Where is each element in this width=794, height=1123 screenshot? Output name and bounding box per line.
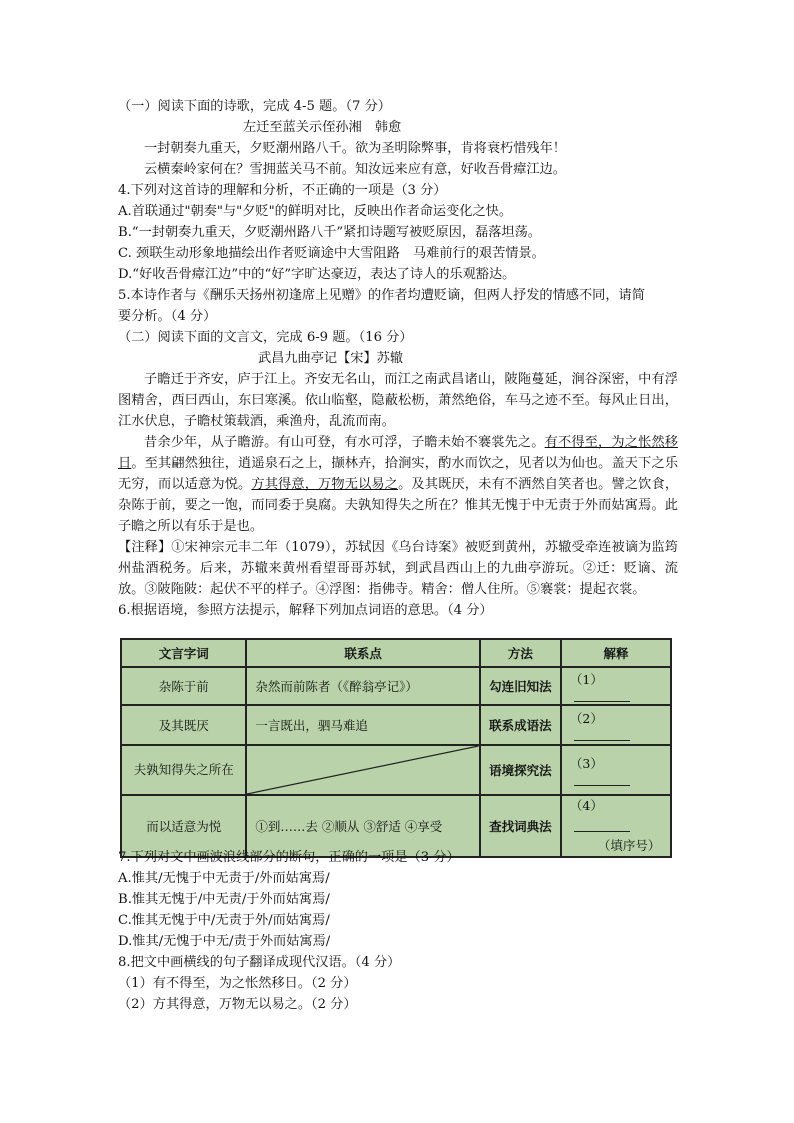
- row4-link: ①到……去 ②顺从 ③舒适 ④享受: [246, 795, 479, 857]
- row1-link: 杂然而前陈者（《醉翁亭记》）: [246, 667, 479, 705]
- answer-blank-3[interactable]: [574, 773, 630, 786]
- question-7: 7.下列对文中画波浪线部分的断句，正确的一项是（3 分）: [118, 850, 460, 865]
- poem-line-2: 云横秦岭家何在？雪拥蓝关马不前。知汝远来应有意，好收吾骨瘴江边。: [144, 162, 566, 177]
- answer-table: [120, 638, 672, 858]
- header-answer: 解释: [561, 639, 671, 667]
- table-row: [121, 667, 671, 705]
- q4-option-c: C. 颈联生动形象地描绘出作者贬谪途中大雪阻路 马难前行的艰苦情景。: [118, 246, 545, 261]
- row3-method: 语境探究法: [480, 745, 561, 795]
- table-header-row: [121, 639, 671, 667]
- q4-option-b: B.“一封朝奏九重天，夕贬潮州路八千”紧扣诗题写被贬原因，磊落坦荡。: [118, 225, 541, 240]
- question-4: 4.下列对这首诗的理解和分析，不正确的一项是（3 分）: [118, 183, 447, 198]
- row2-word: 及其既厌: [121, 705, 246, 745]
- q7-option-b: B.惟其无愧于/中无责/于外而姑寓焉/: [118, 892, 330, 907]
- poem-title: 左迁至蓝关示侄孙湘 韩愈: [243, 120, 402, 135]
- annotation-note: 【注释】①宋神宗元丰二年（1079），苏轼因《乌台诗案》被贬到黄州，苏辙受牵连被谪为监筠州盐酒税务。后来，苏辙来黄州看望哥哥苏轼，到武昌西山上的九曲亭游玩。②迁：贬谪、流放。③陂陁陂：起伏不平的样子。④浮图：指佛寺。精舍：僧人住所。⑤褰裳：提起衣裳。: [118, 540, 678, 597]
- row3-answer-label: （3）: [569, 755, 603, 771]
- q8-item-1: （1）有不得至，为之怅然移日。（2 分）: [118, 976, 357, 991]
- section1-heading: （一）阅读下面的诗歌，完成 4-5 题。（7 分）: [118, 99, 391, 114]
- p2-text-c: 。及其既厌，未有不洒然自笑者也。譬之饮食，杂陈于前，要之一饱，而同委于臭腐。夫孰知得失之所在？惟其无愧于中无责于外而姑寓焉。此子瞻之所以有乐于是也。: [118, 477, 679, 534]
- table-row: [121, 745, 671, 795]
- p2-text-a: 昔余少年，从子瞻游。有山可登，有水可浮，子瞻未始不褰裳先之。: [144, 435, 545, 450]
- q7-option-c: C.惟其无愧于中/无责于外/而姑寓焉/: [118, 913, 330, 928]
- section2-heading: （二）阅读下面的文言文，完成 6-9 题。（16 分）: [118, 330, 413, 345]
- row3-link-diagonal: [246, 745, 479, 795]
- row3-answer[interactable]: [561, 745, 671, 795]
- question-6: 6.根据语境，参照方法提示，解释下列加点词语的意思。（4 分）: [118, 603, 493, 618]
- essay-paragraph-2: [118, 432, 678, 537]
- questions-7-8: [118, 847, 678, 1015]
- answer-blank-1[interactable]: [574, 689, 630, 702]
- header-word: 文言字词: [121, 639, 246, 667]
- header-method: 方法: [480, 639, 561, 667]
- p2-text-b: 。至其翩然独往，逍遥泉石之上，撷林卉，拾涧实，酌水而饮之，见者以为仙也。盖天下之乐无穷，而以适意为悦。: [118, 456, 679, 492]
- row1-answer[interactable]: [561, 667, 671, 705]
- row4-method: 查找词典法: [480, 795, 561, 857]
- q8-item-2: （2）方其得意，万物无以易之。（2 分）: [118, 997, 357, 1012]
- row1-answer-label: （1）: [569, 671, 603, 687]
- exam-page: [118, 96, 678, 621]
- header-link: 联系点: [246, 639, 479, 667]
- poem-line-1: 一封朝奏九重天，夕贬潮州路八千。欲为圣明除弊事，肯将衰朽惜残年！: [144, 141, 566, 156]
- row4-answer-label: （4）: [569, 798, 603, 813]
- answer-blank-4[interactable]: [574, 819, 630, 832]
- row4-word: 而以适意为悦: [121, 795, 246, 857]
- table-row: [121, 705, 671, 745]
- question-5-line1: 5.本诗作者与《酬乐天扬州初逢席上见赠》的作者均遭贬谪，但两人抒发的情感不同，请简: [118, 288, 645, 303]
- essay-paragraph-1: 子瞻迁于齐安，庐于江上。齐安无名山，而江之南武昌诸山，陂陁蔓延，涧谷深密，中有浮图精舍，西曰西山，东曰寒溪。依山临壑，隐蔽松枥，萧然绝俗，车马之迹不至。每风止日出，江水伏息，子瞻杖策载酒，乘渔舟，乱流而南。: [118, 372, 678, 429]
- question-5-line2: 要分析。（4 分）: [118, 309, 217, 324]
- underlined-sentence-2: 方其得意，万物无以易之: [251, 477, 399, 492]
- row1-method: 勾连旧知法: [480, 667, 561, 705]
- q7-option-d: D.惟其/无愧于中无/责于外而姑寓焉/: [118, 934, 331, 949]
- row2-method: 联系成语法: [480, 705, 561, 745]
- answer-blank-2[interactable]: [574, 728, 630, 741]
- essay-title: 武昌九曲亭记【宋】苏辙: [258, 351, 404, 366]
- row2-link: 一言既出，驷马难追: [246, 705, 479, 745]
- question-8: 8.把文中画横线的句子翻译成现代汉语。（4 分）: [118, 955, 401, 970]
- row2-answer-label: （2）: [569, 710, 603, 726]
- row2-answer[interactable]: [561, 705, 671, 745]
- row4-answer-note: （填序号）: [597, 838, 661, 853]
- diagonal-line: [247, 746, 478, 794]
- q4-option-d: D.“好收吾骨瘴江边”中的“好”字旷达豪迈，表达了诗人的乐观豁达。: [118, 267, 516, 282]
- underlined-sentence-1: 有不得至，为之怅然移日: [118, 435, 678, 471]
- q7-option-a: A.惟其/无愧于中无责于/外而姑寓焉/: [118, 871, 330, 886]
- row1-word: 杂陈于前: [121, 667, 246, 705]
- row3-word: 夫孰知得失之所在: [121, 745, 246, 795]
- q4-option-a: A.首联通过"朝奏"与"夕贬"的鲜明对比，反映出作者命运变化之快。: [118, 204, 513, 219]
